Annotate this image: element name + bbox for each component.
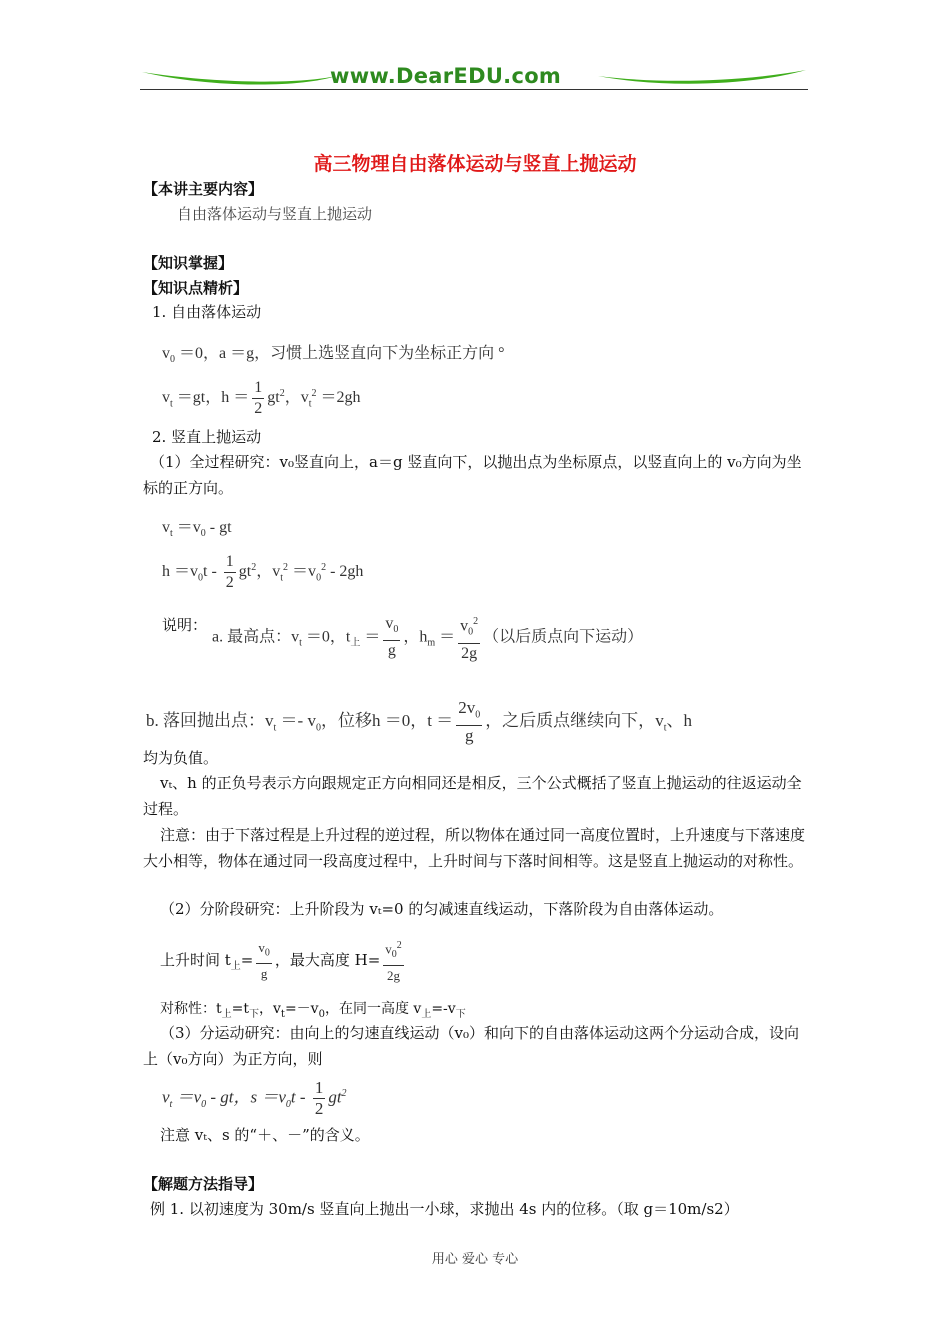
- note-highest-point: a. 最高点：$v_t =0$，$t_上$ ＝ $\frac{v_0}{g}$ ，$h_m$ ＝ $\frac{v_0^2}{2g}$ （以后质点向下运动）: [212, 612, 643, 664]
- note-a-tail: （以后质点向下运动）: [483, 628, 644, 646]
- note-b-tail: ，之后质点继续向下，: [485, 711, 656, 731]
- main-content-text: 自由落体运动与竖直上抛运动: [177, 205, 373, 223]
- note-b-mid: ，位移: [320, 711, 372, 731]
- section-method: 【解题方法指导】: [143, 1175, 264, 1193]
- note-b-label: b. 落回抛出点：: [146, 711, 265, 731]
- example-1: 例 1. 以初速度为 30m/s 竖直向上抛出一小球，求抛出 4s 内的位移。（取 g＝10m/s2）: [150, 1200, 739, 1218]
- paragraph-sign-meaning: vₜ、h 的正负号表示方向跟规定正方向相同还是相反，三个公式概括了竖直上抛运动的往返运动全过程。: [143, 774, 802, 818]
- formula-note: ，习惯上选竖直向下为坐标正方向: [254, 345, 495, 362]
- formula-symmetry: 对称性：$t_上=t_下$，$v_t=-v_0$，在同一高度 $v_上=-v_下$: [160, 1001, 466, 1020]
- brand-logo: www.DearEDU.com: [330, 64, 562, 88]
- formula-rise-time: 上升时间 $t_上=$ $\frac{v_0}{g}$ ，最大高度 H= $\frac{v_0^2}{2g}$: [160, 936, 407, 986]
- item-free-fall: 1. 自由落体运动: [152, 303, 262, 321]
- section-points: 【知识点精析】: [143, 279, 249, 297]
- paragraph-segment-study: （2）分阶段研究：上升阶段为 vₜ=0 的匀减速直线运动，下落阶段为自由落体运动。: [160, 900, 724, 918]
- header-rule: [140, 89, 808, 90]
- formula-velocity: $v_t =v_0$ - gt: [162, 519, 232, 540]
- section-knowledge: 【知识掌握】: [143, 254, 234, 272]
- note-sign-meaning: 注意 vₜ、s 的“＋、－”的含义。: [160, 1126, 370, 1144]
- note-return-point: b. 落回抛出点：$v_t =- v_0$，位移h ＝0，t ＝ $\frac{2v_0}{g}$ ，之后质点继续向下，$v_t$、h: [146, 698, 692, 746]
- paragraph-whole-process: （1）全过程研究：v₀竖直向上，a＝g 竖直向下，以抛出点为坐标原点，以竖直向上的 v₀方向为坐标的正方向。: [143, 453, 802, 497]
- max-height-label: ，最大高度 H=: [274, 950, 381, 969]
- formula-free-fall-relations: $v_t =gt$，h ＝ $\frac{1}{2}$ $gt^2$，$v_t^2 =2gh$: [162, 379, 361, 417]
- symmetry-mid: ，在同一高度 v: [324, 1001, 422, 1017]
- note-a-label: a. 最高点：: [212, 628, 292, 646]
- note-b-end: 均为负值。: [143, 749, 219, 767]
- symmetry-label: 对称性：t: [160, 1001, 222, 1017]
- page-footer: 用心 爱心 专心: [431, 1252, 519, 1267]
- formula-displacement: $h =v_0t$ - $\frac{1}{2}$ $gt^2$，$v_t^2 =v_0^2 - 2gh$: [162, 553, 364, 591]
- paragraph-component-study: （3）分运动研究：由向上的匀速直线运动（v₀）和向下的自由落体运动这两个分运动合成，设向上（v₀方向）为正方向，则: [143, 1024, 800, 1068]
- section-main-content: 【本讲主要内容】: [143, 180, 264, 198]
- item-vertical-throw: 2. 竖直上抛运动: [152, 428, 262, 446]
- formula-component: $v_t =v_0$ - gt，$s =v_0t$ - $\frac{1}{2}$ $gt^2$: [162, 1078, 347, 1118]
- note-label: 说明：: [162, 616, 208, 634]
- formula-free-fall-initial: $v_0 =0$，a ＝g，习惯上选竖直向下为坐标正方向 °: [162, 345, 505, 366]
- page-title: 高三物理自由落体运动与竖直上抛运动: [313, 153, 637, 175]
- rise-time-label: 上升时间 t: [160, 950, 231, 969]
- paragraph-symmetry-note: 注意：由于下落过程是上升过程的逆过程，所以物体在通过同一高度位置时，上升速度与下落速度大小相等，物体在通过同一段高度过程中，上升时间与下落时间相等。这是竖直上抛运动的对称性。: [143, 826, 806, 870]
